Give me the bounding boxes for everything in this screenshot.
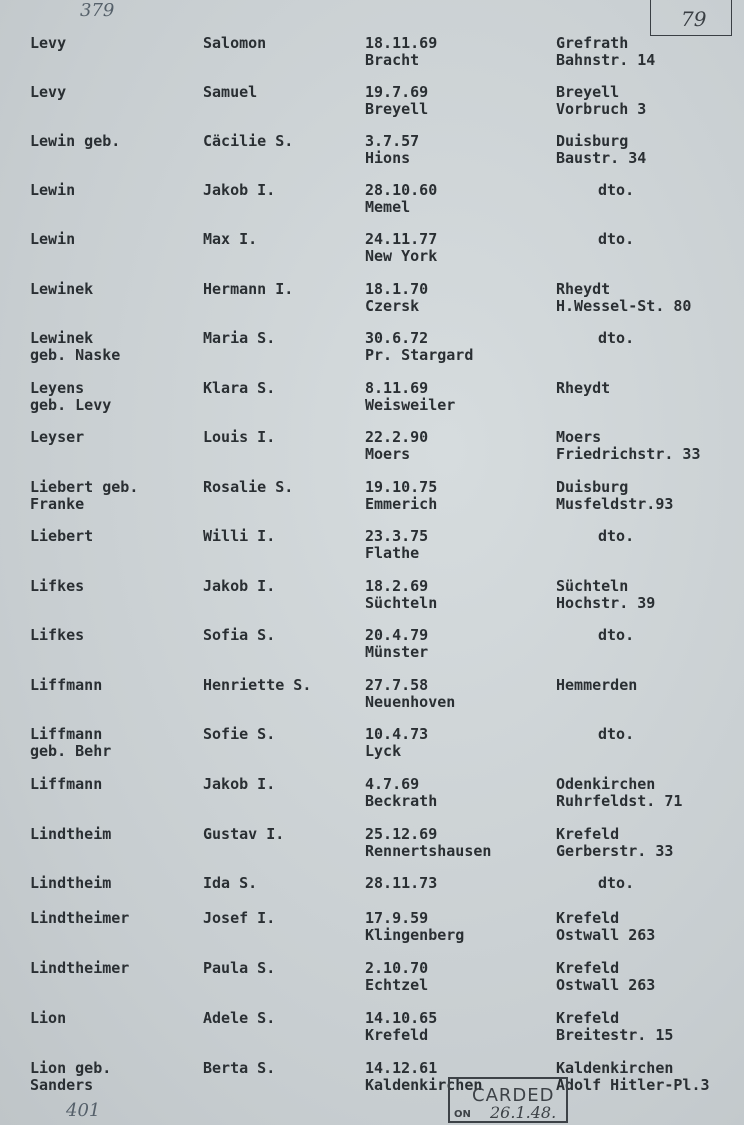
- birth-cell: [365, 910, 464, 944]
- residence-street: Adolf Hitler-Pl.3: [556, 1076, 710, 1094]
- residence-cell: [556, 479, 673, 513]
- residence-cell: [598, 627, 634, 644]
- residence-city: Krefeld: [556, 1009, 620, 1027]
- table-row: [0, 35, 744, 79]
- surname: Lewinek: [30, 329, 94, 347]
- birth-cell: [365, 776, 437, 810]
- birth-cell: [365, 330, 473, 364]
- surname-cell: [30, 960, 129, 977]
- surname-extra: geb. Naske: [30, 346, 121, 364]
- birth-cell: [365, 133, 419, 167]
- residence-cell: [556, 1060, 710, 1094]
- residence-city: Kaldenkirchen: [556, 1059, 674, 1077]
- residence-street: Bahnstr. 14: [556, 51, 656, 69]
- surname-cell: [30, 826, 111, 843]
- birth-place: Neuenhoven: [365, 693, 456, 711]
- birth-date: 18.11.69: [365, 34, 438, 52]
- residence-city: Krefeld: [556, 959, 620, 977]
- residence-cell: [556, 84, 646, 118]
- residence-cell: [556, 429, 701, 463]
- surname: Liffmann: [30, 676, 103, 694]
- residence-street: Ruhrfeldst. 71: [556, 792, 683, 810]
- birth-date: 3.7.57: [365, 132, 420, 150]
- surname-cell: [30, 35, 66, 52]
- table-row: [0, 231, 744, 275]
- given-name: Cäcilie S.: [203, 132, 294, 150]
- given-name: Gustav I.: [203, 825, 285, 843]
- birth-date: 14.10.65: [365, 1009, 438, 1027]
- table-row: [0, 726, 744, 770]
- birth-date: 27.7.58: [365, 676, 429, 694]
- surname-cell: [30, 281, 93, 298]
- table-row: [0, 960, 744, 1004]
- birth-cell: [365, 528, 428, 562]
- birth-place: Münster: [365, 643, 429, 661]
- surname-cell: [30, 84, 66, 101]
- residence-street: Breitestr. 15: [556, 1026, 674, 1044]
- birth-place: Breyell: [365, 100, 429, 118]
- table-row: [0, 1060, 744, 1104]
- given-name: Berta S.: [203, 1059, 276, 1077]
- residence-cell: [598, 528, 634, 545]
- given-name: Salomon: [203, 34, 267, 52]
- birth-cell: [365, 627, 428, 661]
- surname-cell: [30, 875, 111, 892]
- surname: Lewinek: [30, 280, 94, 298]
- birth-place: Rennertshausen: [365, 842, 492, 860]
- birth-cell: [365, 231, 437, 265]
- residence-city: Hemmerden: [556, 676, 638, 694]
- given-name: Klara S.: [203, 379, 276, 397]
- surname-cell: [30, 429, 84, 446]
- stamp-date: 26.1.48.: [490, 1103, 557, 1122]
- surname-cell: [30, 627, 84, 644]
- given-name: Adele S.: [203, 1009, 276, 1027]
- residence-city: Krefeld: [556, 909, 620, 927]
- surname: Leyens: [30, 379, 85, 397]
- surname: Lindtheim: [30, 874, 112, 892]
- residence-cell: [556, 677, 637, 694]
- residence-street: Ostwall 263: [556, 976, 656, 994]
- birth-place: Beckrath: [365, 792, 438, 810]
- residence-city: dto.: [598, 230, 635, 248]
- birth-cell: [365, 84, 428, 118]
- birth-place: Krefeld: [365, 1026, 429, 1044]
- birth-place: Süchteln: [365, 594, 438, 612]
- birth-place: Bracht: [365, 51, 420, 69]
- given-name: Max I.: [203, 230, 258, 248]
- birth-date: 22.2.90: [365, 428, 429, 446]
- residence-city: dto.: [598, 527, 635, 545]
- given-name: Ida S.: [203, 874, 258, 892]
- given-name: Josef I.: [203, 909, 276, 927]
- birth-place: Czersk: [365, 297, 420, 315]
- residence-city: dto.: [598, 626, 635, 644]
- residence-street: Gerberstr. 33: [556, 842, 674, 860]
- residence-cell: [598, 875, 634, 892]
- table-row: [0, 429, 744, 473]
- birth-date: 10.4.73: [365, 725, 429, 743]
- residence-street: Vorbruch 3: [556, 100, 647, 118]
- given-name: Jakob I.: [203, 181, 276, 199]
- birth-cell: [365, 281, 428, 315]
- given-name: Louis I.: [203, 428, 276, 446]
- residence-street: Musfeldstr.93: [556, 495, 674, 513]
- birth-cell: [365, 380, 455, 414]
- surname-cell: [30, 910, 129, 927]
- given-name: Willi I.: [203, 527, 276, 545]
- surname-extra: Franke: [30, 495, 85, 513]
- residence-city: dto.: [598, 725, 635, 743]
- carded-stamp: [448, 1077, 568, 1123]
- surname-cell: [30, 380, 111, 414]
- surname-extra: geb. Behr: [30, 742, 112, 760]
- given-name: Paula S.: [203, 959, 276, 977]
- residence-cell: [556, 826, 673, 860]
- residence-cell: [556, 960, 655, 994]
- surname-cell: [30, 776, 102, 793]
- surname: Liebert: [30, 527, 94, 545]
- surname-cell: [30, 330, 120, 364]
- residence-city: Grefrath: [556, 34, 629, 52]
- table-row: [0, 677, 744, 721]
- table-row: [0, 330, 744, 374]
- birth-place: Moers: [365, 445, 411, 463]
- residence-cell: [598, 726, 634, 743]
- birth-cell: [365, 429, 428, 463]
- surname: Lewin geb.: [30, 132, 121, 150]
- table-row: [0, 133, 744, 177]
- surname: Lion geb.: [30, 1059, 112, 1077]
- residence-city: dto.: [598, 874, 635, 892]
- birth-place: Kaldenkirchen: [365, 1076, 483, 1094]
- table-row: [0, 826, 744, 870]
- residence-city: Duisburg: [556, 478, 629, 496]
- table-row: [0, 1010, 744, 1054]
- table-row: [0, 380, 744, 424]
- stamp-label: CARDED: [472, 1085, 555, 1106]
- residence-cell: [556, 380, 610, 397]
- surname-cell: [30, 133, 120, 150]
- birth-date: 30.6.72: [365, 329, 429, 347]
- birth-place: Weisweiler: [365, 396, 456, 414]
- residence-cell: [556, 35, 655, 69]
- surname: Liffmann: [30, 775, 103, 793]
- birth-date: 2.10.70: [365, 959, 429, 977]
- surname: Lindtheim: [30, 825, 112, 843]
- birth-place: Hions: [365, 149, 411, 167]
- table-row: [0, 182, 744, 226]
- birth-date: 17.9.59: [365, 909, 429, 927]
- table-row: [0, 281, 744, 325]
- birth-date: 19.7.69: [365, 83, 429, 101]
- table-row: [0, 627, 744, 671]
- birth-place: New York: [365, 247, 438, 265]
- stamp-on-text: ON: [454, 1109, 471, 1120]
- surname-cell: [30, 677, 102, 694]
- surname: Levy: [30, 83, 67, 101]
- given-name: Jakob I.: [203, 775, 276, 793]
- birth-date: 28.11.73: [365, 874, 438, 892]
- page-number: 79: [681, 7, 707, 31]
- birth-place: Pr. Stargard: [365, 346, 474, 364]
- residence-city: Rheydt: [556, 280, 611, 298]
- residence-city: Odenkirchen: [556, 775, 656, 793]
- residence-city: Krefeld: [556, 825, 620, 843]
- birth-place: Klingenberg: [365, 926, 465, 944]
- given-name: Rosalie S.: [203, 478, 294, 496]
- given-name: Henriette S.: [203, 676, 312, 694]
- residence-cell: [598, 182, 634, 199]
- residence-street: Baustr. 34: [556, 149, 647, 167]
- birth-cell: [365, 875, 437, 892]
- residence-cell: [556, 776, 682, 810]
- residence-city: Süchteln: [556, 577, 629, 595]
- given-name: Samuel: [203, 83, 258, 101]
- residence-street: Friedrichstr. 33: [556, 445, 701, 463]
- surname: Lion: [30, 1009, 67, 1027]
- table-row: [0, 910, 744, 954]
- given-name: Maria S.: [203, 329, 276, 347]
- birth-cell: [365, 726, 428, 760]
- birth-date: 28.10.60: [365, 181, 438, 199]
- birth-date: 18.1.70: [365, 280, 429, 298]
- birth-date: 4.7.69: [365, 775, 420, 793]
- given-name: Sofie S.: [203, 725, 276, 743]
- given-name: Sofia S.: [203, 626, 276, 644]
- table-row: [0, 528, 744, 572]
- birth-place: Echtzel: [365, 976, 429, 994]
- surname: Lewin: [30, 230, 76, 248]
- residence-city: Rheydt: [556, 379, 611, 397]
- surname-cell: [30, 479, 138, 513]
- birth-date: 23.3.75: [365, 527, 429, 545]
- surname: Levy: [30, 34, 67, 52]
- residence-cell: [556, 910, 655, 944]
- birth-date: 25.12.69: [365, 825, 438, 843]
- birth-cell: [365, 1010, 437, 1044]
- surname-cell: [30, 1010, 66, 1027]
- birth-date: 19.10.75: [365, 478, 438, 496]
- residence-cell: [598, 231, 634, 248]
- bottom-handwritten-number: 401: [66, 1100, 101, 1121]
- residence-city: dto.: [598, 329, 635, 347]
- surname-cell: [30, 726, 111, 760]
- birth-cell: [365, 578, 437, 612]
- given-name: Jakob I.: [203, 577, 276, 595]
- birth-cell: [365, 960, 428, 994]
- surname-extra: geb. Levy: [30, 396, 112, 414]
- surname-cell: [30, 231, 75, 248]
- surname-cell: [30, 578, 84, 595]
- birth-place: Lyck: [365, 742, 402, 760]
- page-number-box: [650, 0, 732, 36]
- birth-date: 14.12.61: [365, 1059, 438, 1077]
- surname: Lewin: [30, 181, 76, 199]
- residence-street: Hochstr. 39: [556, 594, 656, 612]
- residence-city: Moers: [556, 428, 602, 446]
- surname: Lifkes: [30, 626, 85, 644]
- surname: Liffmann: [30, 725, 103, 743]
- residence-city: Duisburg: [556, 132, 629, 150]
- birth-place: Emmerich: [365, 495, 438, 513]
- surname-cell: [30, 1060, 111, 1094]
- surname: Liebert geb.: [30, 478, 139, 496]
- given-name: Hermann I.: [203, 280, 294, 298]
- birth-date: 24.11.77: [365, 230, 438, 248]
- birth-date: 8.11.69: [365, 379, 429, 397]
- residence-cell: [556, 578, 655, 612]
- residence-city: Breyell: [556, 83, 620, 101]
- birth-cell: [365, 182, 437, 216]
- residence-cell: [556, 1010, 673, 1044]
- surname-cell: [30, 182, 75, 199]
- table-row: [0, 479, 744, 523]
- table-row: [0, 776, 744, 820]
- top-handwritten-number: 379: [80, 0, 115, 21]
- residence-city: dto.: [598, 181, 635, 199]
- birth-date: 18.2.69: [365, 577, 429, 595]
- residence-cell: [556, 281, 691, 315]
- birth-place: Flathe: [365, 544, 420, 562]
- residence-street: H.Wessel-St. 80: [556, 297, 692, 315]
- birth-cell: [365, 479, 437, 513]
- table-row: [0, 84, 744, 128]
- surname: Leyser: [30, 428, 85, 446]
- surname-cell: [30, 528, 93, 545]
- surname-extra: Sanders: [30, 1076, 94, 1094]
- birth-place: Memel: [365, 198, 411, 216]
- residence-street: Ostwall 263: [556, 926, 656, 944]
- birth-cell: [365, 35, 437, 69]
- birth-cell: [365, 677, 455, 711]
- residence-cell: [556, 133, 646, 167]
- table-row: [0, 578, 744, 622]
- birth-cell: [365, 826, 491, 860]
- residence-cell: [598, 330, 634, 347]
- surname: Lindtheimer: [30, 909, 130, 927]
- surname: Lindtheimer: [30, 959, 130, 977]
- surname: Lifkes: [30, 577, 85, 595]
- birth-date: 20.4.79: [365, 626, 429, 644]
